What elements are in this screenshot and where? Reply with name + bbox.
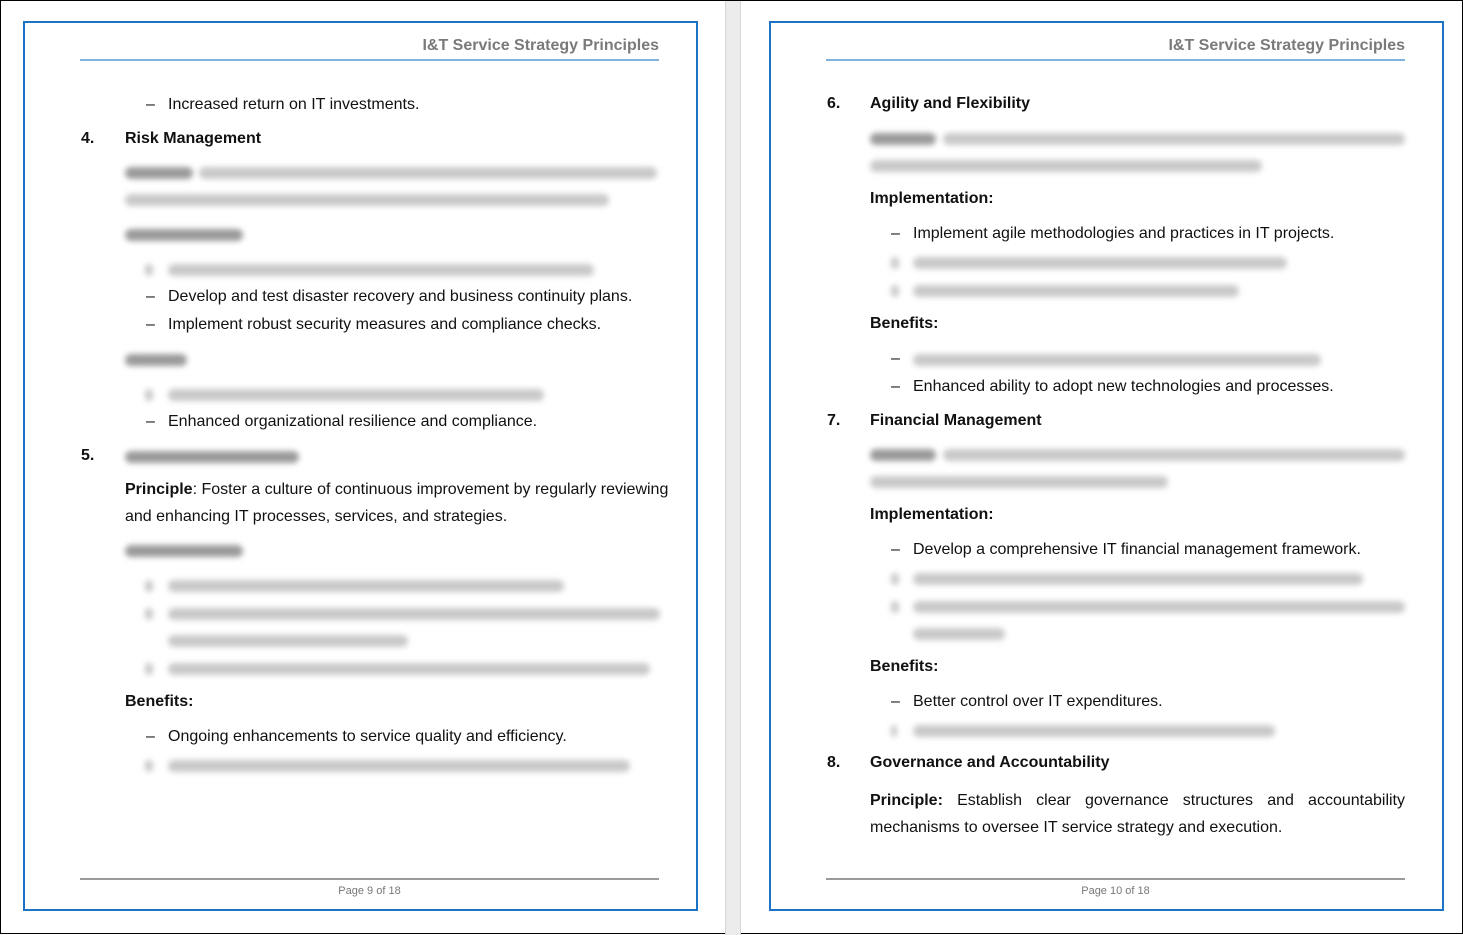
redacted-text <box>199 167 657 179</box>
document-page-10 <box>769 21 1444 911</box>
redacted-bullet-cont <box>913 628 1005 640</box>
redacted-bullet <box>913 257 1287 269</box>
redacted-dash <box>145 663 153 675</box>
bullet-text: Implement agile methodologies and practices in IT projects. <box>913 225 1335 242</box>
section-number: 8. <box>827 754 841 771</box>
redacted-text <box>125 194 609 206</box>
redacted-principle-label <box>870 449 936 461</box>
bullet-text: Enhanced organizational resilience and compliance. <box>168 413 538 430</box>
benefits-label: Benefits: <box>125 693 194 710</box>
redacted-dash <box>891 257 899 269</box>
bullet-dash: – <box>146 96 155 113</box>
bullet-text: Develop a comprehensive IT financial management framework. <box>913 541 1361 558</box>
redacted-bullet <box>913 601 1405 613</box>
bullet-dash: – <box>146 288 155 305</box>
bullet-dash: – <box>146 728 155 745</box>
redacted-bullet <box>168 760 630 772</box>
redacted-text <box>943 133 1405 145</box>
bullet-dash: – <box>891 693 900 710</box>
redacted-section-title <box>125 451 299 463</box>
principle-text: Establish clear governance structures and accountability mechanisms to oversee IT service strategy and execution. <box>870 792 1405 836</box>
redacted-dash <box>145 389 153 401</box>
section-title: Risk Management <box>125 130 262 147</box>
principle-text-cont: and enhancing IT processes, services, and strategies. <box>125 508 508 525</box>
redacted-bullet <box>913 354 1321 366</box>
bullet-text: Ongoing enhancements to service quality and efficiency. <box>168 728 567 745</box>
redacted-dash <box>145 264 153 276</box>
principle-label: Principle: <box>870 792 943 809</box>
page-header: I&T Service Strategy Principles <box>826 37 1405 61</box>
bullet-dash: – <box>146 413 155 430</box>
redacted-principle-label <box>870 133 936 145</box>
bullet-dash: – <box>891 225 900 242</box>
redacted-bullet <box>168 264 594 276</box>
redacted-bullet <box>168 608 660 620</box>
redacted-dash <box>891 285 899 297</box>
footer-rule <box>826 878 1405 880</box>
document-page-9 <box>23 21 698 911</box>
page-gutter <box>725 1 741 935</box>
redacted-implementation-label <box>125 229 243 241</box>
page-header: I&T Service Strategy Principles <box>80 37 659 61</box>
redacted-bullet <box>168 580 564 592</box>
redacted-bullet <box>913 573 1363 585</box>
bullet-text: Enhanced ability to adopt new technologies and processes. <box>913 378 1334 395</box>
redacted-dash <box>145 580 153 592</box>
bullet-text: Better control over IT expenditures. <box>913 693 1163 710</box>
section-title: Agility and Flexibility <box>870 95 1031 112</box>
bullet-text: Implement robust security measures and compliance checks. <box>168 316 602 333</box>
redacted-text <box>870 476 1168 488</box>
redacted-benefits-label <box>125 354 187 366</box>
section-number: 7. <box>827 412 841 429</box>
redacted-dash <box>891 573 899 585</box>
section-number: 5. <box>81 447 95 464</box>
redacted-bullet-cont <box>168 635 408 647</box>
bullet-dash: – <box>891 541 900 558</box>
implementation-label: Implementation: <box>870 190 994 207</box>
principle-line <box>125 480 668 500</box>
redacted-bullet <box>913 285 1239 297</box>
principle-label: Principle <box>125 481 193 498</box>
redacted-text <box>943 449 1405 461</box>
footer-rule <box>80 878 659 880</box>
section-number: 4. <box>81 130 95 147</box>
redacted-dash <box>145 608 153 620</box>
page-number: Page 9 of 18 <box>338 885 401 897</box>
bullet-text: Develop and test disaster recovery and business continuity plans. <box>168 288 633 305</box>
bullet-dash: – <box>891 350 900 367</box>
redacted-bullet <box>168 389 544 401</box>
bullet-dash: – <box>891 378 900 395</box>
redacted-principle-label <box>125 167 193 179</box>
page-number: Page 10 of 18 <box>1081 885 1150 897</box>
principle-paragraph <box>870 787 1405 841</box>
principle-text: : Foster a culture of continuous improvement by regularly reviewing <box>192 481 669 498</box>
redacted-dash <box>891 601 899 613</box>
section-title: Governance and Accountability <box>870 754 1110 771</box>
bullet-text: Increased return on IT investments. <box>168 96 420 113</box>
redacted-implementation-label <box>125 545 243 557</box>
section-number: 6. <box>827 95 841 112</box>
redacted-bullet <box>168 663 650 675</box>
benefits-label: Benefits: <box>870 315 939 332</box>
implementation-label: Implementation: <box>870 506 994 523</box>
bullet-dash: – <box>146 316 155 333</box>
redacted-text <box>870 160 1262 172</box>
redacted-dash <box>891 725 897 737</box>
benefits-label: Benefits: <box>870 658 939 675</box>
redacted-dash <box>145 760 153 772</box>
section-title: Financial Management <box>870 412 1042 429</box>
redacted-bullet <box>913 725 1275 737</box>
